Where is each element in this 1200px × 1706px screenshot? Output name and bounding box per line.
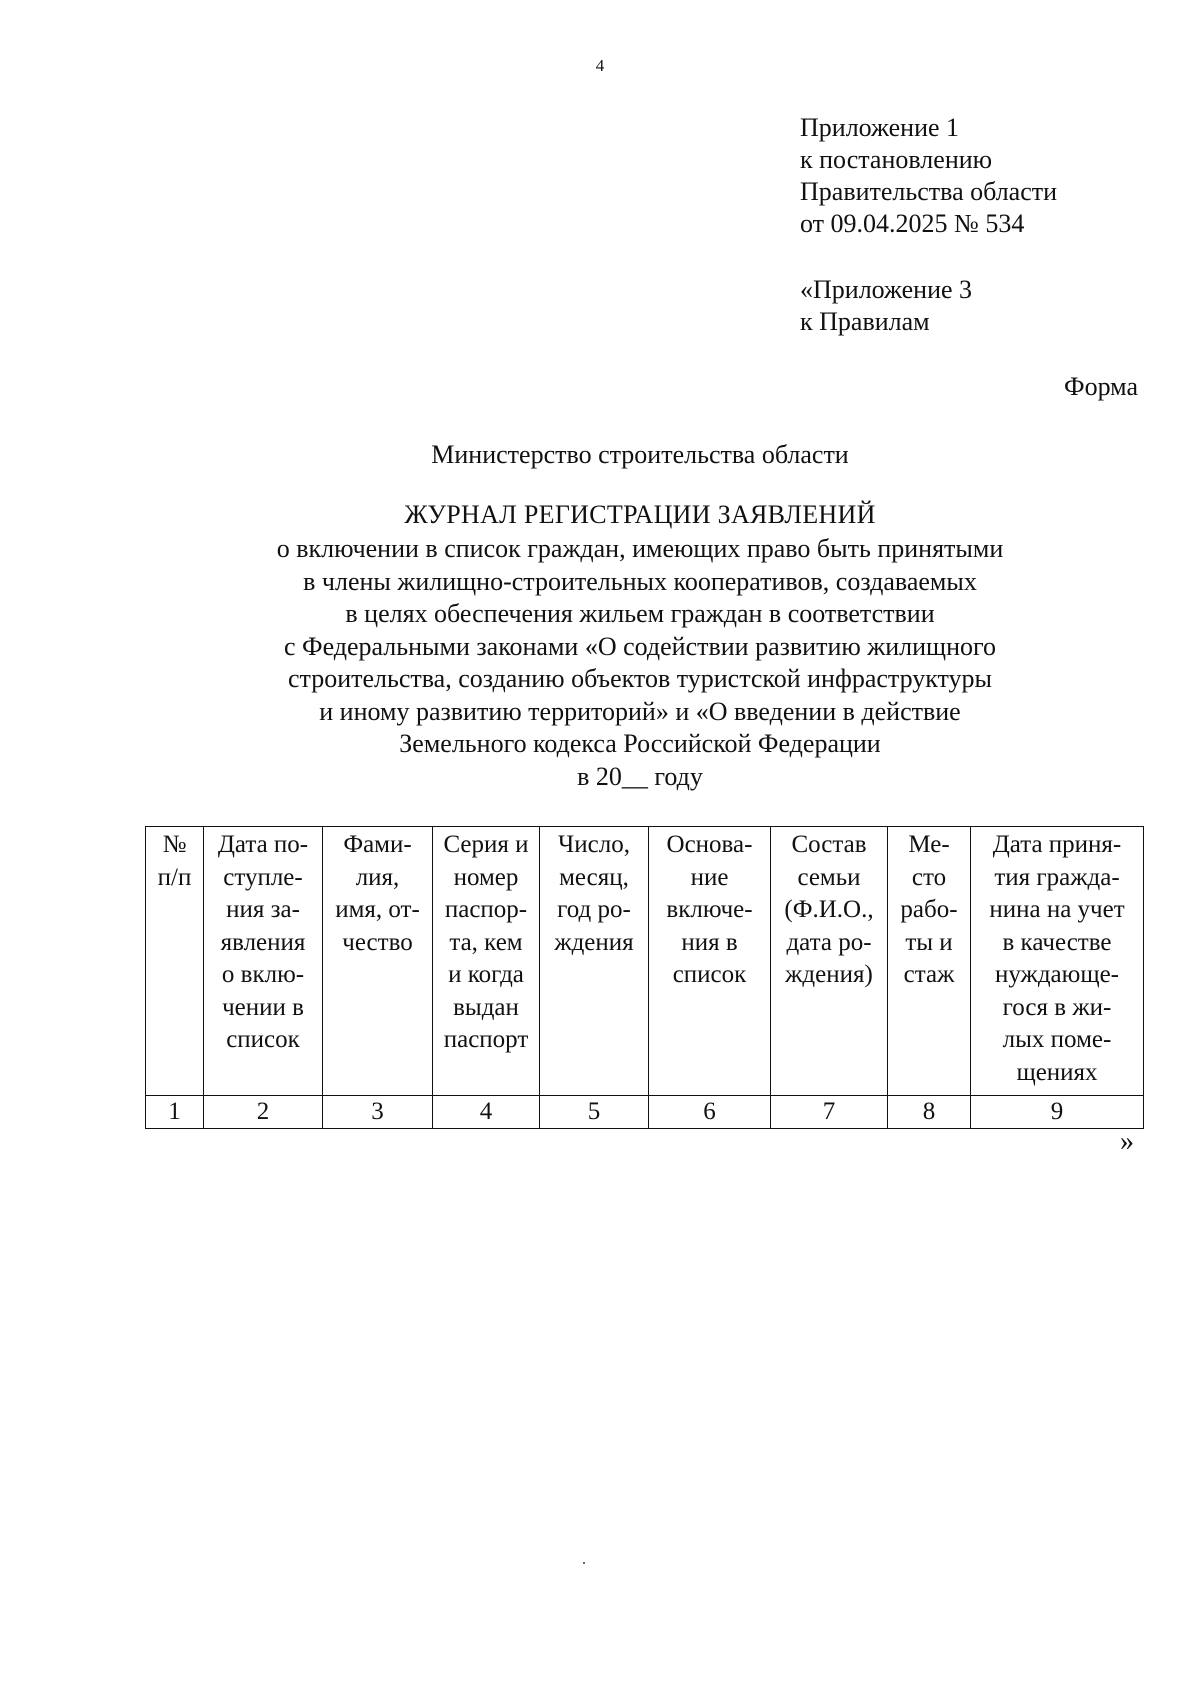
registration-journal-table (145, 826, 1144, 1129)
table-header-row (146, 827, 1144, 1096)
column-number-cell: 7 (771, 1096, 888, 1129)
appendix-3-line: к Правилам (800, 307, 930, 336)
column-number-cell: 4 (433, 1096, 540, 1129)
header-cell-application-date: Дата по- ступле- ния за- явления о вклю- чении в список (204, 827, 323, 1096)
header-cell-family: Состав семьи (Ф.И.О., дата ро- ждения) (771, 827, 888, 1096)
scan-speck (583, 1562, 585, 1564)
journal-subtitle (0, 533, 1200, 793)
header-cell-full-name: Фами- лия, имя, от- чество (323, 827, 433, 1096)
appendix-1-line: Правительства области (800, 177, 1058, 206)
appendix-3-line: «Приложение 3 (800, 275, 973, 304)
appendix-1-line: к постановлению (800, 145, 993, 174)
column-number-cell: 9 (971, 1096, 1144, 1129)
subtitle-line: и иному развитию территорий» и «О введении в действие (319, 696, 961, 726)
subtitle-line: строительства, созданию объектов туристской инфраструктуры (287, 664, 993, 693)
column-number-cell: 1 (146, 1096, 204, 1129)
subtitle-line: Земельного кодекса Российской Федерации (399, 729, 881, 758)
journal-title: ЖУРНАЛ РЕГИСТРАЦИИ ЗАЯВЛЕНИЙ (404, 500, 876, 529)
column-number-cell: 2 (204, 1096, 323, 1129)
subtitle-line: о включении в список граждан, имеющих право быть принятыми (276, 534, 1004, 563)
header-cell-number: № п/п (146, 827, 204, 1096)
page-number: 4 (595, 56, 605, 75)
form-label: Форма (1064, 372, 1138, 401)
header-cell-registration-date: Дата приня- тия гражда- нина на учет в качестве нуждающе- гося в жи- лых поме- щениях (971, 827, 1144, 1096)
appendix-1-line: от 09.04.2025 № 534 (800, 209, 1025, 238)
appendix-1-line: Приложение 1 (800, 113, 960, 142)
column-number-cell: 5 (540, 1096, 649, 1129)
closing-quote: » (1120, 1126, 1134, 1157)
ministry-name: Министерство строительства области (431, 440, 849, 469)
column-number-cell: 6 (649, 1096, 771, 1129)
subtitle-line: с Федеральными законами «О содействии развитию жилищного (283, 631, 997, 661)
subtitle-line: в целях обеспечения жильем граждан в соответствии (345, 599, 935, 628)
subtitle-line: в 20__ году (577, 761, 703, 791)
header-cell-inclusion-basis: Основа- ние включе- ния в список (649, 827, 771, 1096)
header-cell-birth-date: Число, месяц, год ро- ждения (540, 827, 649, 1096)
subtitle-line: в члены жилищно-строительных кооперативов, создаваемых (303, 566, 977, 596)
appendix-3-block (800, 274, 972, 338)
appendix-1-block (800, 112, 1057, 240)
header-cell-workplace: Ме- сто рабо- ты и стаж (888, 827, 971, 1096)
header-cell-passport: Серия и номер паспор- та, кем и когда выдан паспорт (433, 827, 540, 1096)
table-number-row (146, 1096, 1144, 1129)
column-number-cell: 3 (323, 1096, 433, 1129)
column-number-cell: 8 (888, 1096, 971, 1129)
